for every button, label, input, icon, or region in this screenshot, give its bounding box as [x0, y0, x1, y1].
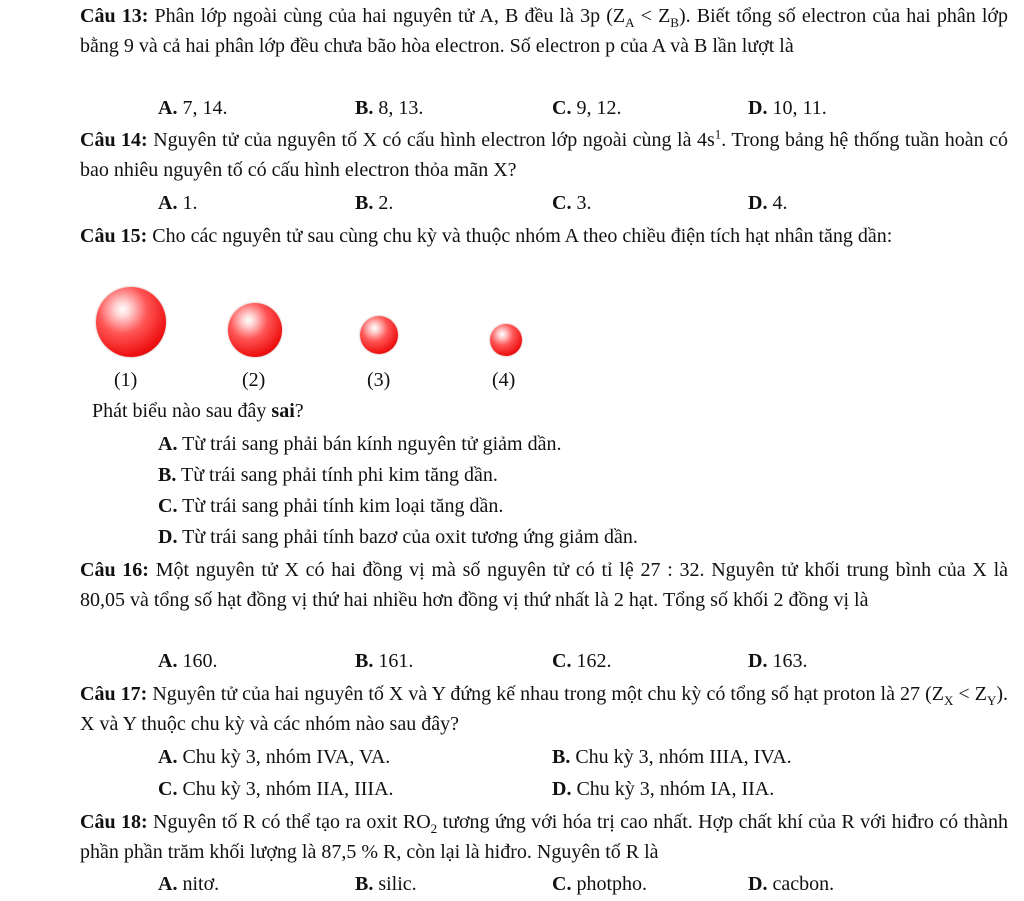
atom-1-sphere: [96, 287, 166, 357]
atom-4-label: (4): [492, 369, 516, 391]
atom-2-label: (2): [242, 369, 266, 391]
option-letter: A.: [158, 192, 178, 214]
atom-4-sphere: [490, 324, 522, 356]
atom-3-sphere: [360, 316, 398, 354]
question-14-text-b: . Trong bảng hệ thống tuần hoàn có bao nhiêu nguyên tố có cấu hình electron thỏa mãn X?: [80, 129, 1009, 181]
zb-symbol: Z: [658, 5, 671, 27]
atom-1-label: (1): [114, 369, 138, 391]
option-text: Từ trái sang phải tính bazơ của oxit tương ứng giảm dần.: [182, 526, 638, 548]
option-letter: C.: [552, 650, 572, 672]
question-15-label: Câu 15:: [80, 225, 148, 247]
question-17-text-a: Nguyên tử của hai nguyên tố X và Y đứng kế nhau trong một chu kỳ có tổng số hạt proton là 27 (: [152, 683, 932, 705]
option-text: 7, 14.: [182, 97, 228, 119]
q16-option-c: [552, 649, 611, 673]
option-text: 4.: [772, 192, 788, 214]
less-than: <: [634, 5, 659, 27]
option-letter: D.: [552, 778, 572, 800]
option-letter: C.: [552, 97, 572, 119]
q18-option-c: [552, 872, 647, 896]
option-letter: D.: [748, 873, 768, 895]
subscript: 2: [430, 821, 438, 836]
q16-option-a: [158, 649, 217, 673]
q15-option-a: [158, 432, 561, 456]
zb-subscript: B: [670, 15, 679, 30]
option-text: 162.: [576, 650, 612, 672]
zx-symbol: Z: [931, 683, 944, 705]
question-13-label: Câu 13:: [80, 5, 149, 27]
option-letter: A.: [158, 97, 178, 119]
option-letter: A.: [158, 650, 178, 672]
option-letter: C.: [552, 192, 572, 214]
q15-option-d: [158, 525, 638, 549]
option-text: Chu kỳ 3, nhóm IVA, VA.: [182, 746, 391, 768]
option-text: 160.: [182, 650, 218, 672]
q18-option-d: [748, 872, 834, 896]
q17-option-b: [552, 745, 792, 769]
question-16-stem: [80, 556, 1008, 615]
option-text: silic.: [378, 873, 417, 895]
option-text: Chu kỳ 3, nhóm IIIA, IVA.: [575, 746, 792, 768]
option-text: Chu kỳ 3, nhóm IIA, IIIA.: [182, 778, 394, 800]
option-letter: D.: [158, 526, 178, 548]
q18-option-a: [158, 872, 219, 896]
atom-3-label: (3): [367, 369, 391, 391]
option-letter: D.: [748, 97, 768, 119]
q13-option-c: [552, 96, 621, 120]
option-text: 8, 13.: [378, 97, 424, 119]
option-text: nitơ.: [182, 873, 220, 895]
option-letter: C.: [158, 778, 178, 800]
question-13-text-a: Phân lớp ngoài cùng của hai nguyên tử A, B đều là 3p (: [154, 5, 613, 27]
option-text: Từ trái sang phải tính kim loại tăng dần.: [182, 495, 504, 517]
option-text: 9, 12.: [576, 97, 622, 119]
q13-option-a: [158, 96, 227, 120]
q14-option-b: [355, 191, 393, 215]
option-text: 3.: [576, 192, 592, 214]
option-letter: B.: [355, 873, 374, 895]
q14-option-a: [158, 191, 197, 215]
q13-option-d: [748, 96, 827, 120]
option-letter: A.: [158, 746, 178, 768]
less-than: <: [953, 683, 975, 705]
option-letter: B.: [355, 650, 374, 672]
q17-option-d: [552, 777, 774, 801]
superscript: 1: [714, 126, 722, 142]
question-16-text: Một nguyên tử X có hai đồng vị mà số nguyên tử có tỉ lệ 27 : 32. Nguyên tử khối trung bình của X là 80,05 và tổng số hạt đồng vị thứ hai nhiều hơn đồng vị thứ nhất là 2 hạt. Tổng số khối 2 đồng vị là: [80, 559, 1009, 611]
q15-option-b: [158, 463, 498, 487]
question-17-stem: [80, 680, 1008, 739]
option-text: 163.: [772, 650, 808, 672]
option-text: Chu kỳ 3, nhóm IA, IIA.: [576, 778, 775, 800]
prompt-end: ?: [294, 400, 304, 422]
question-18-text-a: Nguyên tố R có thể tạo ra oxit RO: [153, 811, 431, 833]
q16-option-b: [355, 649, 413, 673]
za-subscript: A: [625, 15, 635, 30]
option-text: 10, 11.: [772, 97, 827, 119]
q13-option-b: [355, 96, 423, 120]
q14-option-d: [748, 191, 787, 215]
question-13-stem: [80, 2, 1008, 61]
question-17-text-b: ). X và Y thuộc chu kỳ và các nhóm nào sau đây?: [80, 683, 1008, 735]
zx-subscript: X: [943, 693, 954, 708]
q16-option-d: [748, 649, 807, 673]
q17-option-c: [158, 777, 394, 801]
option-letter: B.: [552, 746, 571, 768]
question-16-label: Câu 16:: [80, 559, 149, 581]
zy-symbol: Z: [974, 683, 987, 705]
question-17-label: Câu 17:: [80, 683, 148, 705]
question-14-text-a: Nguyên tử của nguyên tố X có cấu hình electron lớp ngoài cùng là 4s: [153, 129, 715, 151]
option-text: 161.: [378, 650, 414, 672]
atom-2-sphere: [228, 303, 282, 357]
option-letter: B.: [158, 464, 177, 486]
option-letter: C.: [552, 873, 572, 895]
option-text: photpho.: [576, 873, 648, 895]
q17-option-a: [158, 745, 390, 769]
option-letter: A.: [158, 433, 178, 455]
option-text: 1.: [182, 192, 198, 214]
q18-option-b: [355, 872, 417, 896]
question-15-stem: [80, 222, 1008, 252]
option-letter: A.: [158, 873, 178, 895]
question-14-label: Câu 14:: [80, 129, 148, 151]
option-text: Từ trái sang phải bán kính nguyên tử giảm dần.: [182, 433, 562, 455]
q14-option-c: [552, 191, 591, 215]
option-letter: D.: [748, 650, 768, 672]
q15-option-c: [158, 494, 503, 518]
zy-subscript: Y: [986, 693, 997, 708]
prompt-text: Phát biểu nào sau đây: [92, 400, 272, 422]
option-text: cacbon.: [772, 873, 835, 895]
question-13-text-b: ). Biết tổng số electron của hai phân lớp bằng 9 và cả hai phân lớp đều chưa bão hòa electron. Số electron p của A và B lần lượt là: [80, 5, 1008, 57]
question-15-text: Cho các nguyên tử sau cùng chu kỳ và thuộc nhóm A theo chiều điện tích hạt nhân tăng dần:: [152, 225, 893, 247]
option-letter: B.: [355, 192, 374, 214]
question-15-prompt: [92, 399, 304, 423]
question-14-stem: [80, 126, 1008, 185]
question-18-text-b: tương ứng với hóa trị cao nhất. Hợp chất khí của R với hiđro có thành phần phần trăm khối lượng là 87,5 % R, còn lại là hiđro. Nguyên tố R là: [80, 811, 1008, 863]
option-letter: B.: [355, 97, 374, 119]
option-letter: C.: [158, 495, 178, 517]
question-18-label: Câu 18:: [80, 811, 148, 833]
za-symbol: Z: [612, 5, 626, 27]
option-text: Từ trái sang phải tính phi kim tăng dần.: [180, 464, 498, 486]
question-18-stem: [80, 808, 1008, 867]
option-letter: D.: [748, 192, 768, 214]
option-text: 2.: [378, 192, 394, 214]
prompt-bold: sai: [271, 400, 295, 422]
